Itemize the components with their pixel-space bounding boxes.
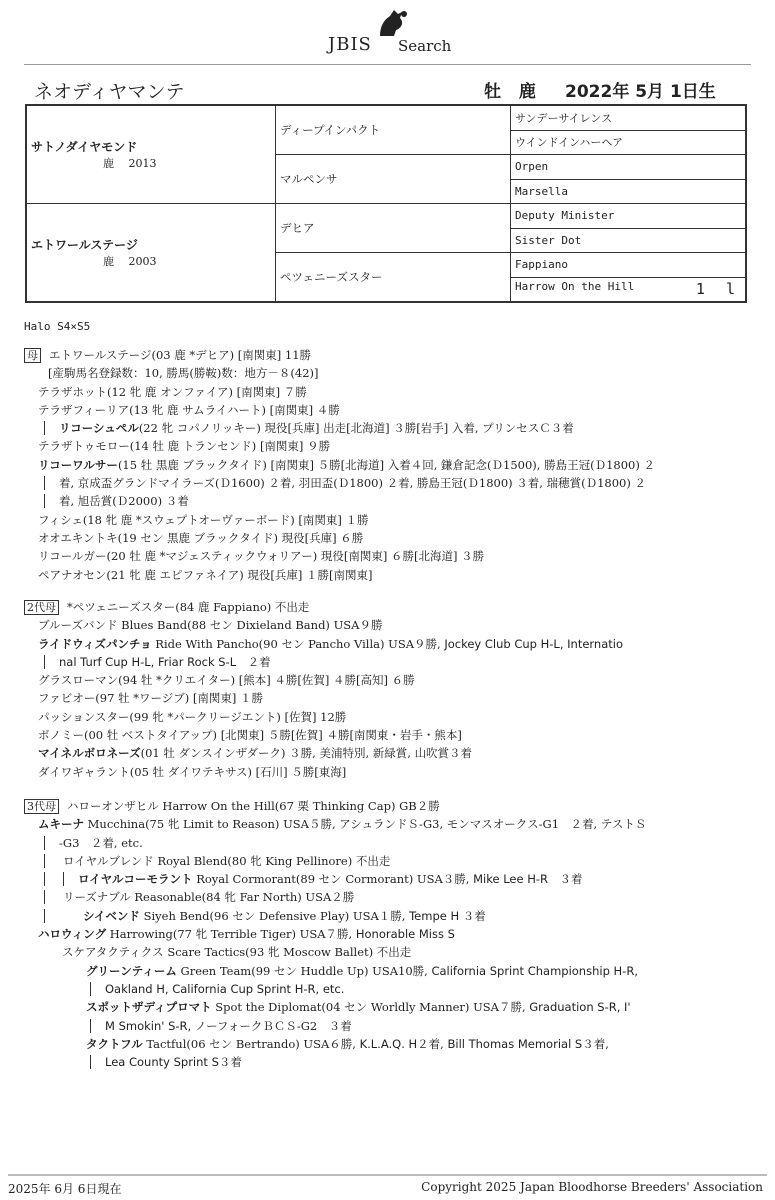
offspring-line: ブルーズバンド Blues Band(88 セン Dixieland Band) USA９勝	[38, 618, 383, 633]
offspring-continuation: 着, 旭岳賞(Ｄ2000) ３着	[44, 494, 189, 508]
second-dam-tag: 2代母	[24, 600, 59, 615]
horse-sex-color: 牡 鹿	[484, 82, 542, 102]
dam-line: エトワールステージ(03 鹿 *デヒア) [南関東] 11勝	[49, 348, 312, 362]
offspring-detail: ノーフォークＢＣＳ-G2	[194, 1018, 318, 1033]
offspring-continuation	[90, 1055, 242, 1069]
sdd-cell: Marsella	[511, 179, 747, 204]
third-dam-tag: 3代母	[24, 799, 59, 814]
offspring-continuation: Oakland H, California Cup Sprint H-R, etc.	[90, 982, 344, 996]
offspring-line: リーズナブル Reasonable(84 牝 Far North) USA２勝	[44, 890, 354, 904]
offspring-detail: ３着	[462, 908, 486, 923]
offspring-detail: ３着	[328, 1018, 352, 1033]
header-divider	[24, 64, 751, 65]
dsd-cell: Sister Dot	[511, 228, 747, 253]
dam-name: エトワールステージ	[31, 238, 138, 252]
pedigree-table	[25, 104, 747, 303]
dam-dam-cell: ペツェニーズスター	[276, 253, 511, 303]
offspring-line: スケアタクティクス Scare Tactics(93 牝 Moscow Ballet) 不出走	[62, 945, 412, 960]
dds-cell: Fappiano	[511, 253, 747, 278]
offspring-detail: Green Team(99 セン Huddle Up) USA10勝,	[180, 963, 432, 978]
offspring-detail: ３着,	[582, 1036, 609, 1051]
offspring-detail: (15 牡 黒鹿 ブラックタイド) [南関東] ５勝[北海道] 入着４回, 鎌倉記念(Ｄ1500), 勝島王冠(Ｄ1800) ２	[117, 457, 655, 472]
offspring-detail: Siyeh Bend(96 セン Defensive Play) USA１勝,	[143, 908, 410, 923]
offspring-line: テラザフィーリア(13 牝 鹿 サムライハート) [南関東] ４勝	[38, 402, 340, 417]
grand-offspring-line	[44, 421, 574, 435]
second-dam-section	[24, 598, 751, 781]
offspring-detail: Royal Cormorant(89 セン Cormorant) USA３勝,	[196, 872, 474, 887]
dam-section	[24, 346, 751, 584]
dam-tag: 母	[24, 348, 41, 363]
offspring-detail: Spot the Diplomat(04 セン Worldly Manner) USA７勝,	[215, 1000, 530, 1015]
offspring-line: ロイヤルブレンド Royal Blend(80 牝 King Pellinore) 不出走	[44, 854, 390, 868]
sire-info: 鹿 2013	[103, 157, 157, 170]
horse-name: ネオディヤマンテ	[34, 81, 185, 103]
offspring-detail: ２着,	[417, 1036, 448, 1051]
dam-sire-cell: デヒア	[276, 204, 511, 253]
offspring-continuation: -G3 ２着, etc.	[44, 836, 143, 850]
offspring-line: オオエキントキ(19 セン 黒鹿 ブラックタイド) 現役[兵庫] ６勝	[38, 530, 364, 545]
sss-cell: サンデーサイレンス	[511, 105, 747, 130]
offspring-line: ペアナオセン(21 牝 鹿 エピファネイア) 現役[兵庫] １勝[南関東]	[38, 567, 373, 582]
offspring-bold-name: ムキーナ	[38, 817, 84, 832]
third-dam-line: ハローオンザヒル Harrow On the Hill(67 栗 Thinking Cap) GB２勝	[67, 799, 440, 813]
sire-dam-cell: マルペンサ	[276, 155, 511, 204]
ddd-name: Harrow On the Hill	[515, 280, 635, 294]
jbis-search-logo	[328, 8, 458, 58]
sire-name: サトノダイヤモンド	[31, 140, 138, 154]
offspring-detail: Tactful(06 セン Bertrando) USA６勝,	[146, 1036, 360, 1051]
offspring-bold-name: ロイヤルコーモラント	[78, 872, 193, 887]
sds-cell: Orpen	[511, 155, 747, 180]
offspring-line: ファビオー(97 牡 *ワージブ) [南関東] １勝	[38, 691, 263, 706]
sire-cell	[26, 105, 276, 204]
dss-cell: Deputy Minister	[511, 204, 747, 229]
offspring-continuation: 着, 京成盃グランドマイラーズ(Ｄ1600) ２着, 羽田盃(Ｄ1800) ２着, 勝島王冠(Ｄ1800) ３着, 瑞穂賞(Ｄ1800) ２	[44, 476, 646, 490]
offspring-bold-name: ハロウィング	[38, 927, 107, 942]
third-dam-section	[24, 797, 751, 1071]
offspring-race-names: nal Turf Cup H-L, Friar Rock S-L	[59, 654, 237, 669]
offspring-detail: Harrowing(77 牝 Terrible Tiger) USA７勝,	[109, 927, 356, 942]
offspring-line: パッションスター(99 牝 *パークリージエント) [佐賀] 12勝	[38, 709, 347, 724]
footer-copyright: Copyright 2025 Japan Bloodhorse Breeders' Association	[421, 1180, 763, 1194]
offspring-race-names: M Smokin' S-R,	[105, 1018, 195, 1033]
logo-jbis-text: JBIS	[328, 34, 372, 55]
dam-info: 鹿 2003	[103, 255, 157, 268]
offspring-line: ダイワギャラント(05 牡 ダイワテキサス) [石川] ５勝[東海]	[38, 764, 347, 779]
offspring-detail: (22 牝 コパノリッキー) 現役[兵庫] 出走[北海道] ３勝[岩手] 入着, プリンセスＣ３着	[138, 421, 574, 436]
offspring-bold-name: タクトフル	[86, 1036, 143, 1051]
logo-search-text: Search	[398, 37, 452, 55]
inbreeding-note: Halo S4×S5	[24, 320, 91, 333]
offspring-bold-name: グリーンティーム	[86, 963, 177, 978]
offspring-detail: (01 牡 ダンスインザダーク) ３勝, 美浦特別, 新緑賞, 山吹賞３着	[140, 746, 473, 761]
offspring-line: リコールガー(20 牡 鹿 *マジェスティックウォリアー) 現役[南関東] ６勝[北海道] ３勝	[38, 549, 485, 564]
second-dam-line: *ペツェニーズスター(84 鹿 Fappiano) 不出走	[67, 600, 310, 614]
offspring-bold-name: シイベンド	[83, 908, 140, 923]
offspring-line: ボノミー(00 牡 ベストタイアップ) [北関東] ５勝[佐賀] ４勝[南関東・岩手・熊本]	[38, 728, 462, 743]
offspring-continuation	[44, 872, 583, 886]
dam-line: [産駒馬名登録数：10, 勝馬(勝鞍)数：地方－８(42)]	[48, 366, 319, 381]
offspring-line: テラザホット(12 牝 鹿 オンファイア) [南関東] ７勝	[38, 384, 307, 399]
offspring-detail: ２着	[247, 654, 271, 669]
offspring-continuation	[90, 1019, 352, 1033]
offspring-line: グラスローマン(94 牡 *クリエイター) [熊本] ４勝[佐賀] ４勝[高知] ６勝	[38, 673, 415, 688]
offspring-detail: ３着	[559, 872, 583, 887]
offspring-race-names: Honorable Miss S	[355, 927, 455, 942]
ddd-cell	[511, 277, 747, 302]
offspring-line: テラザトゥモロー(14 牡 鹿 トランセンド) [南関東] ９勝	[38, 439, 331, 454]
family-number: 1 l	[695, 280, 741, 299]
offspring-bold-name: リコーワルサー	[38, 457, 118, 472]
offspring-race-names: Jockey Club Cup H-L, Internatio	[444, 636, 624, 651]
offspring-bold-name: スポットザディプロマト	[86, 1000, 212, 1015]
horse-birth-date: 2022年 5月 1日生	[565, 82, 716, 102]
offspring-detail: ３着	[218, 1055, 242, 1070]
offspring-continuation	[44, 909, 486, 923]
dam-cell	[26, 204, 276, 303]
offspring-continuation	[44, 655, 271, 669]
offspring-race-names: Graduation S-R, I'	[529, 1000, 631, 1015]
offspring-bold-name: マイネルボロネーズ	[38, 746, 141, 761]
sire-sire-cell: ディープインパクト	[276, 105, 511, 155]
footer-date: 2025年 6月 6日現在	[8, 1182, 122, 1196]
offspring-race-names: Mike Lee H-R	[473, 872, 548, 887]
offspring-race-names: Bill Thomas Memorial S	[447, 1036, 583, 1051]
offspring-detail: Mucchina(75 牝 Limit to Reason) USA５勝, アシュランドＳ-G3, モンマスオークス-G1 ２着, テストＳ	[87, 817, 647, 832]
offspring-race-names: California Sprint Championship H-R,	[431, 963, 638, 978]
offspring-line: フィシェ(18 牝 鹿 *スウェプトオーヴァーボード) [南関東] １勝	[38, 512, 369, 527]
ssd-cell: ウインドインハーヘア	[511, 130, 747, 155]
offspring-race-names: K.L.A.Q. H	[359, 1036, 418, 1051]
offspring-detail: Ride With Pancho(90 セン Pancho Villa) USA９勝,	[155, 636, 445, 651]
offspring-bold-name: リコーシュペル	[59, 421, 139, 436]
offspring-race-names: Lea County Sprint S	[105, 1055, 219, 1070]
footer-divider	[8, 1174, 767, 1176]
offspring-race-names: Tempe H	[409, 908, 460, 923]
offspring-bold-name: ライドウィズパンチョ	[38, 636, 152, 651]
horse-logo-icon	[372, 8, 412, 38]
